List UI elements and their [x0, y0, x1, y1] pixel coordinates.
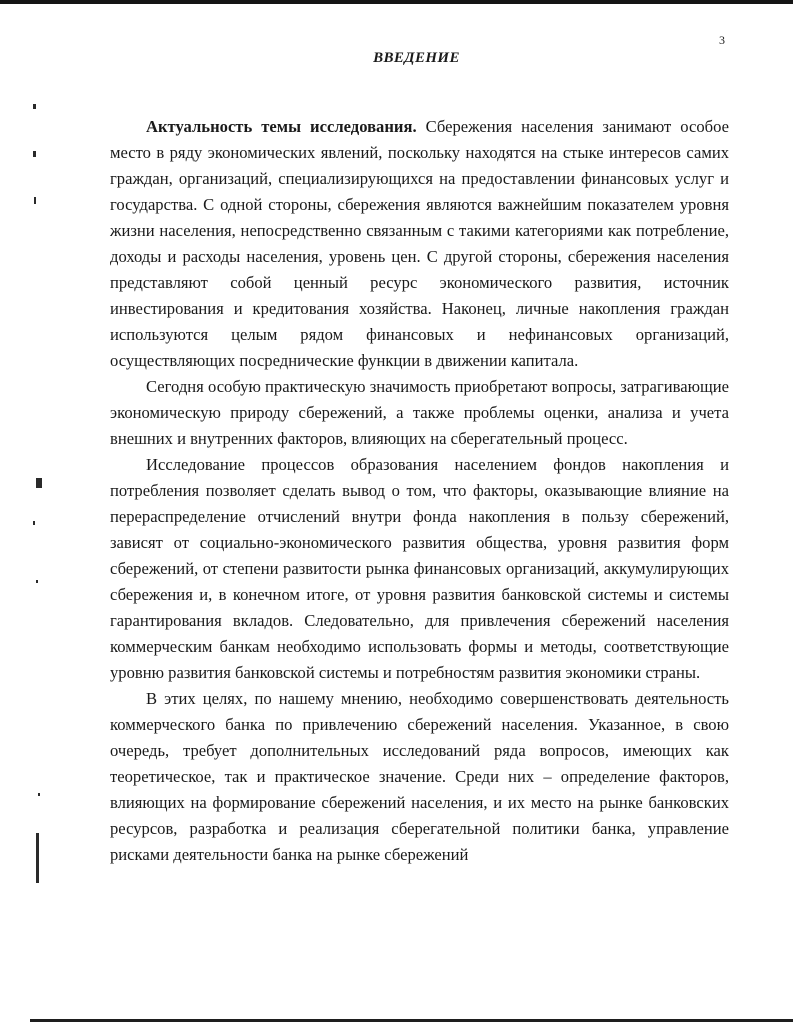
paragraph-text: Сбережения населения занимают особое место в ряду экономических явлений, поскольку находятся на стыке интересов самих граждан, организаций, специализирующихся на предоставлении финансовых услуг и государства. С одной стороны, сбережения являются важнейшим показателем уровня жизни населения, непосредственно связанным с такими категориями как потребление, доходы и расходы населения, уровень цен. С другой стороны, сбережения населения представляют собой ценный ресурс экономического развития, источник инвестирования и кредитования хозяйства. Наконец, личные накопления граждан используются целым рядом финансовых и нефинансовых организаций, осуществляющих посреднические функции в движении капитала. [110, 117, 729, 370]
paragraph-lead: Актуальность темы исследования. [146, 117, 417, 136]
body-text [110, 114, 729, 868]
scan-speck [36, 833, 39, 883]
paragraph-relevance [110, 114, 729, 374]
paragraph-research: Исследование процессов образования населением фондов накопления и потребления позволяет сделать вывод о том, что факторы, оказывающие влияние на перераспределение отчислений внутри фонда накопления в пользу сбережений, зависят от социально-экономического развития общества, уровня развития форм сбережений, от степени развитости рынка финансовых организаций, аккумулирующих сбережения и, в конечном итоге, от уровня развития банковской системы и системы гарантирования вкладов. Следовательно, для привлечения сбережений населения коммерческим банкам необходимо использовать формы и методы, соответствующие уровню развития банковской системы и потребностям развития экономики страны. [110, 455, 729, 682]
page-number: 3 [719, 33, 725, 47]
scan-top-edge [0, 0, 793, 4]
scan-bottom-edge [30, 1019, 793, 1022]
scan-speck [38, 793, 40, 796]
scan-speck [36, 580, 38, 583]
scan-speck [36, 478, 42, 488]
scan-speck [33, 151, 36, 157]
paragraph-goals: В этих целях, по нашему мнению, необходимо совершенствовать деятельность коммерческого банка по привлечению сбережений населения. Указанное, в свою очередь, требует дополнительных исследований ряда вопросов, имеющих как теоретическое, так и практическое значение. Среди них – определение факторов, влияющих на формирование сбережений населения, и их место на рынке банковских ресурсов, разработка и реализация сберегательной политики банка, управление рисками деятельности банка на рынке сбережений [110, 689, 729, 864]
scan-speck [33, 104, 36, 109]
scan-speck [34, 197, 36, 204]
paragraph-significance: Сегодня особую практическую значимость приобретают вопросы, затрагивающие экономическую природу сбережений, а также проблемы оценки, анализа и учета внешних и внутренних факторов, влияющих на сберегательный процесс. [110, 377, 729, 448]
section-heading: ВВЕДЕНИЕ [373, 50, 460, 66]
scan-speck [33, 521, 35, 525]
